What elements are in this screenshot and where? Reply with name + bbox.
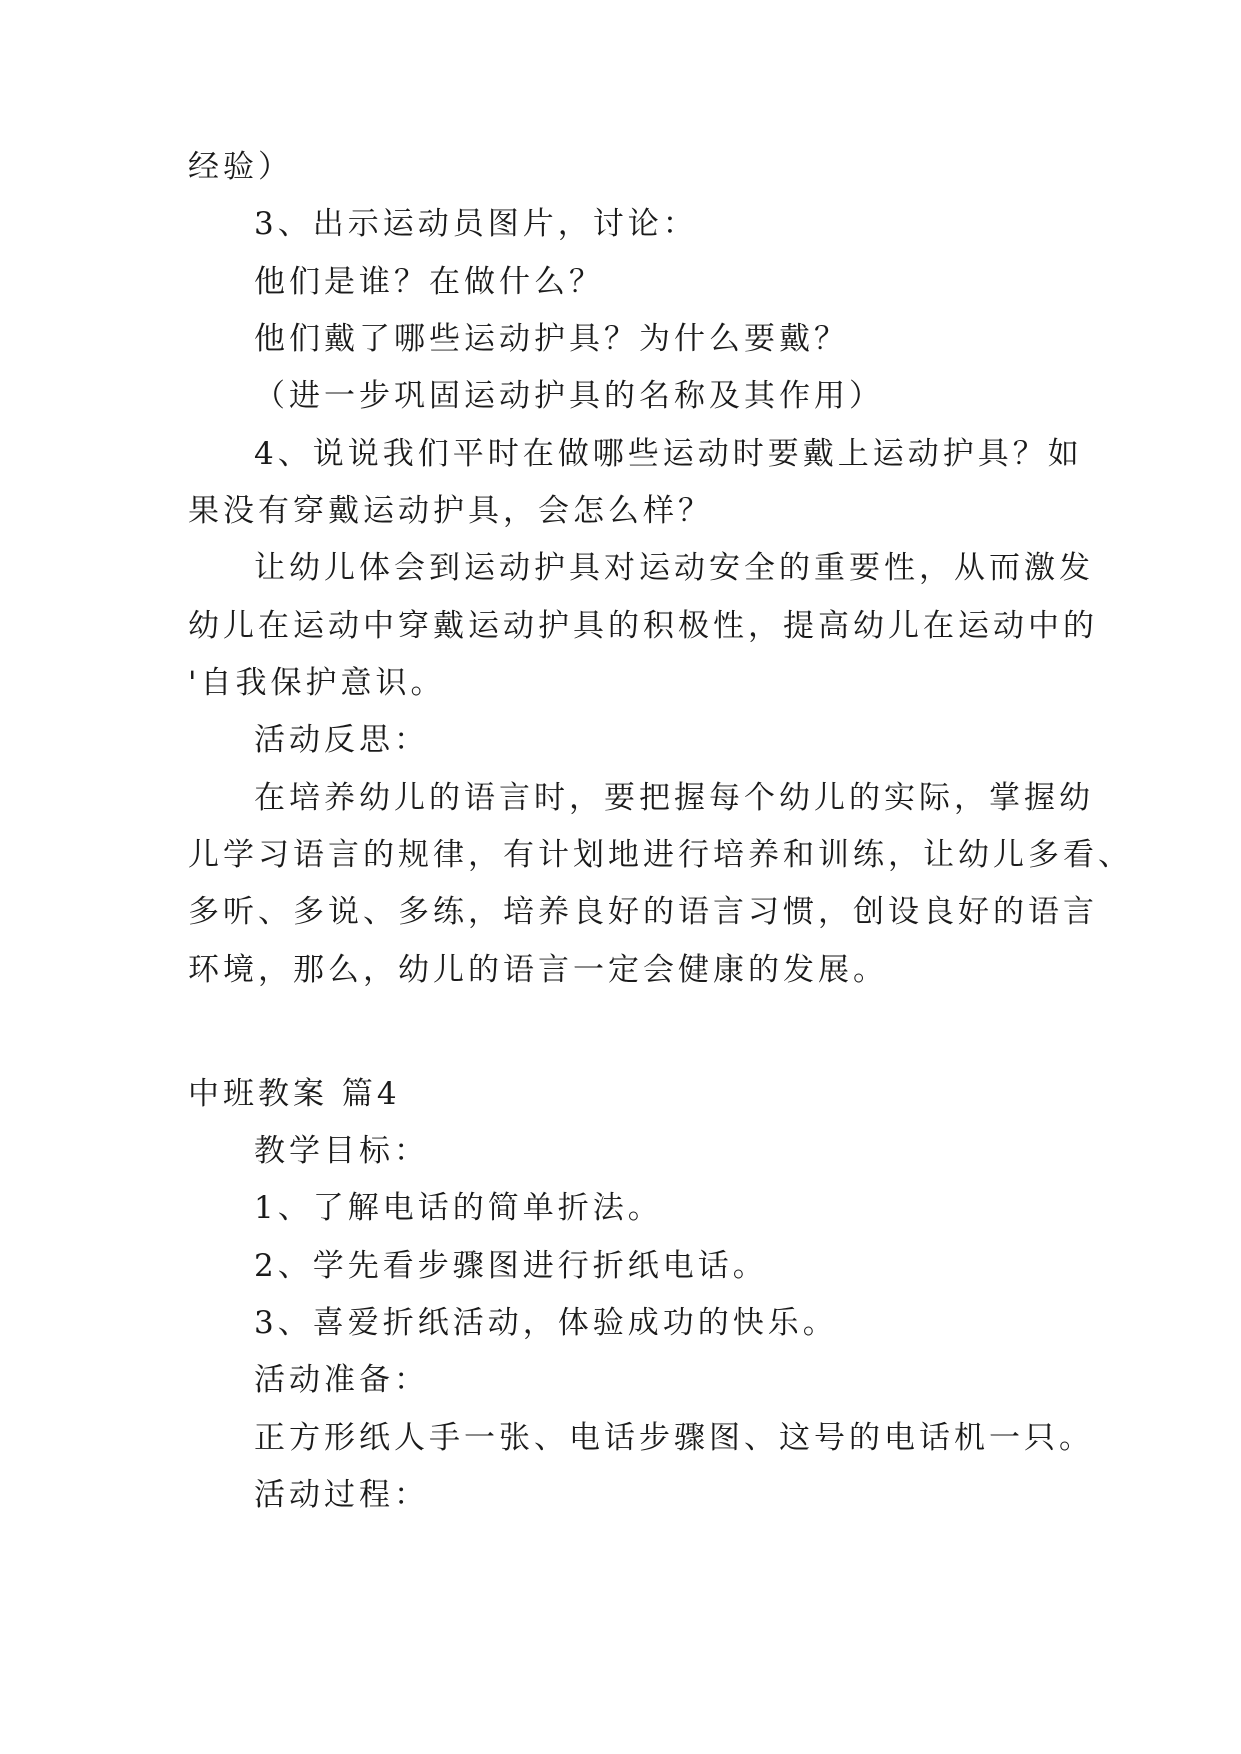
text-line: 他们是谁？在做什么？ (254, 264, 604, 300)
section-heading: 活动准备： (254, 1362, 429, 1398)
section-heading: 教学目标： (254, 1133, 429, 1169)
section-heading: 活动过程： (254, 1477, 429, 1513)
text-line: 1、了解电话的简单折法。 (254, 1190, 663, 1226)
text-line: '自我保护意识。 (188, 665, 446, 701)
text-line: 果没有穿戴运动护具，会怎么样？ (188, 493, 713, 529)
text-line: 他们戴了哪些运动护具？为什么要戴？ (254, 321, 849, 357)
text-line: 多听、多说、多练，培养良好的语言习惯，创设良好的语言 (188, 894, 1098, 930)
text-line: 3、喜爱折纸活动，体验成功的快乐。 (254, 1305, 838, 1341)
text-line: 正方形纸人手一张、电话步骤图、这号的电话机一只。 (254, 1420, 1094, 1456)
text-line: 幼儿在运动中穿戴运动护具的积极性，提高幼儿在运动中的 (188, 608, 1098, 644)
section-heading: 活动反思： (254, 722, 429, 758)
text-line: 在培养幼儿的语言时，要把握每个幼儿的实际，掌握幼 (254, 780, 1094, 816)
text-line: 经验） (188, 149, 293, 185)
text-line: （进一步巩固运动护具的名称及其作用） (254, 378, 884, 414)
text-line: 4、说说我们平时在做哪些运动时要戴上运动护具？如 (254, 436, 1083, 472)
article-title: 中班教案 篇4 (188, 1076, 401, 1112)
text-line: 2、学先看步骤图进行折纸电话。 (254, 1248, 768, 1284)
text-line: 让幼儿体会到运动护具对运动安全的重要性，从而激发 (254, 550, 1094, 586)
text-line: 环境，那么，幼儿的语言一定会健康的发展。 (188, 952, 888, 988)
text-line: 3、出示运动员图片，讨论： (254, 206, 698, 242)
text-line: 儿学习语言的规律，有计划地进行培养和训练，让幼儿多看、 (188, 837, 1133, 873)
